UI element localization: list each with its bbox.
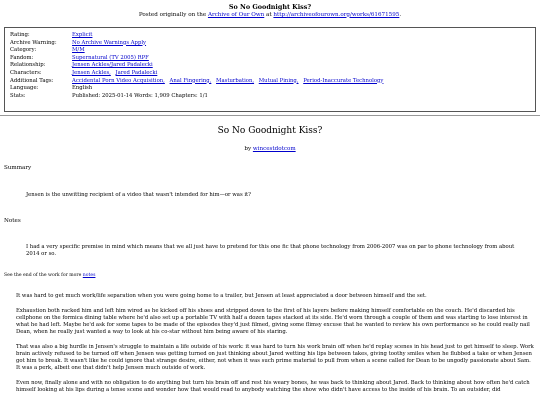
- archive-link[interactable]: Archive of Our Own: [207, 11, 265, 18]
- meta-label: Language:: [10, 85, 39, 92]
- notes-heading: Notes: [4, 217, 21, 224]
- tag-link[interactable]: Accidental Porn Video Acquisition,: [72, 77, 165, 84]
- meta-label: Fandom:: [10, 54, 34, 61]
- relationship-link[interactable]: Jensen Ackles/Jared Padalecki: [72, 62, 153, 69]
- meta-label: Additional Tags:: [10, 77, 54, 84]
- work-title: So No Goodnight Kiss?: [217, 126, 323, 137]
- meta-characters: [10, 70, 535, 78]
- chapter-text: [16, 293, 534, 394]
- stats-value: Published: 2025-01-14 Words: 1,909 Chapters: 1/1: [72, 92, 208, 99]
- tag-link[interactable]: Period-Inaccurate Technology: [303, 77, 384, 84]
- work-metadata: [4, 27, 536, 112]
- meta-tags: [10, 78, 535, 86]
- work-url-link[interactable]: http://archiveofourown.org/works/61671595: [273, 11, 400, 18]
- meta-rating: [10, 32, 535, 40]
- meta-label: Stats:: [10, 92, 26, 99]
- summary-heading: Summary: [4, 165, 32, 172]
- meta-fandom: [10, 55, 535, 63]
- meta-stats: [10, 93, 535, 101]
- meta-label: Rating:: [10, 32, 30, 39]
- download-header: [0, 0, 540, 19]
- paragraph: That was also a big hurdle in Jensen's struggle to maintain a life outside of his work: it was hard to turn his work brain off when he'd replay scenes in his head just to get himself to sleep. Work brain actively refused to be turned off when Jensen was getting turned on just thinking about Jared wetting his lips between takes, giving toothy smiles when he flubbed a take or when Jensen got him to break. It wasn't like he could ignore that strange desire, either, not when it was such prime material to pull from when a scene called for Dean to be ungodly passionate about Sam. It was a perk, albeit one that didn't help Jensen much outside of work.: [16, 344, 534, 371]
- end-notes-link[interactable]: notes: [82, 273, 96, 279]
- end-notes-prefix: See the end of the work for more: [4, 273, 83, 279]
- posted-prefix: Posted originally on the: [138, 11, 208, 18]
- author-link[interactable]: wincestdotcom: [252, 145, 296, 152]
- notes-text: I had a very specific premise in mind which means that we all just have to pretend for this one fic that phone technology from 2006-2007 was on par to phone technology from about 2014 or so.: [26, 244, 515, 258]
- fandom-link[interactable]: Supernatural (TV 2005) RPF: [72, 54, 149, 61]
- header-title: So No Goodnight Kiss?: [228, 3, 312, 11]
- paragraph: Even now, finally alone and with no obligation to do anything but turn his brain off and rest his weary bones, he was back to thinking about Jared. Back to thinking about how often he'd catch himself looking at his lips during a tense scene and wonder how that would read to anybody watching the show who didn't have access to the inside of his brain. To an outsider, did: [16, 379, 530, 393]
- character-link[interactable]: Jensen Ackles,: [72, 70, 111, 77]
- warning-link[interactable]: No Archive Warnings Apply: [72, 39, 147, 46]
- byline-prefix: by: [244, 145, 253, 152]
- tag-link[interactable]: Mutual Pining,: [258, 77, 299, 84]
- paragraph: It was hard to get much work/life separation when you were going home to a trailer, but Jensen at least appreciated a door between himself and the set.: [16, 293, 427, 300]
- rating-link[interactable]: Explicit: [72, 32, 93, 39]
- meta-relationship: [10, 62, 535, 70]
- meta-label: Archive Warning:: [10, 39, 57, 46]
- byline: [0, 146, 540, 153]
- meta-label: Category:: [10, 47, 37, 54]
- character-link[interactable]: Jared Padalecki: [115, 70, 158, 77]
- meta-label: Relationship:: [10, 62, 46, 69]
- paragraph: Exhaustion both racked him and left him wired as he kicked off his shoes and stripped down to the first of his layers before making himself comfortable on the couch. He'd discarded his cellphone on the formica dining table where he'd also set up a portable TV with half a dozen tapes stacked at its side. He'd worn through a couple of them and was starting to lose interest in what he had left. Maybe he'd ask for some tapes to be made of the episodes they'd just filmed, giving some flimsy excuse that he wanted to review his own performance so he could really nail Dean, when he really just wanted a way to look at his co-star without him being aware of his staring.: [16, 308, 530, 336]
- meta-category: [10, 47, 535, 55]
- posted-suffix: .: [399, 11, 402, 18]
- meta-label: Characters:: [10, 70, 42, 77]
- language-value: English: [72, 85, 93, 92]
- tag-link[interactable]: Anal Fingering,: [169, 77, 212, 84]
- meta-language: [10, 85, 535, 93]
- tag-link[interactable]: Masturbation,: [216, 77, 255, 84]
- summary-text: Jensen is the unwitting recipient of a video that wasn't intended for him—or was it?: [26, 191, 252, 198]
- posted-mid: at: [264, 11, 274, 18]
- posted-line: [0, 12, 540, 19]
- end-notes-pointer: [4, 273, 540, 279]
- divider: [0, 115, 540, 116]
- category-link[interactable]: M/M: [72, 47, 85, 54]
- meta-warning: [10, 40, 535, 48]
